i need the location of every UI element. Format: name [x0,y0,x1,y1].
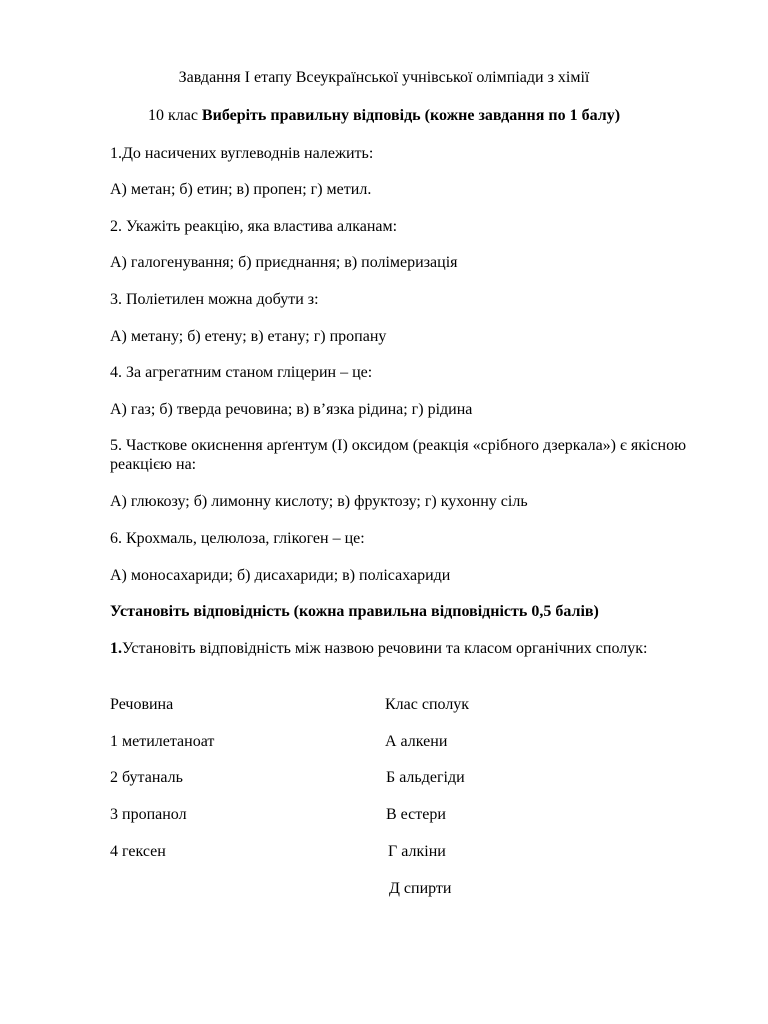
answer-options-5: А) глюкозу; б) лимонну кислоту; в) фруктозу; г) кухонну сіль [110,493,528,510]
question-6: 6. Крохмаль, целюлоза, глікоген – це: [110,530,365,547]
question-3: 3. Поліетилен можна добути з: [110,291,319,308]
document-title: Завдання І етапу Всеукраїнської учнівської олімпіади з хімії [178,69,590,86]
answer-options-6: А) моносахариди; б) дисахариди; в) полісахариди [110,567,451,584]
substance-item: 1 метилетаноат [110,733,215,750]
section1-title: Виберіть правильну відповідь (кожне завдання по 1 балу) [201,107,621,124]
grade-label: 10 клас [147,107,202,124]
substance-item: 3 пропанол [110,806,187,823]
column-header-substance: Речовина [110,696,174,713]
substance-item: 2 бутаналь [110,769,183,786]
class-item: Д спирти [389,880,452,897]
question-1: 1.До насичених вуглеводнів належить: [110,145,374,162]
answer-options-1: А) метан; б) етин; в) пропен; г) метил. [110,181,372,198]
question-5: 5. Часткове окиснення арґентум (I) оксидом (реакція «срібного дзеркала») є якісною реакцією на: [110,437,687,473]
matching-task-number: 1. [110,640,122,657]
section1-heading [0,106,768,125]
answer-options-4: А) газ; б) тверда речовина; в) в’язка рідина; г) рідина [110,401,473,418]
class-item: А алкени [385,733,448,750]
class-item: Б альдегіди [386,769,465,786]
column-header-class: Клас сполук [385,696,470,713]
class-item: Г алкіни [388,843,446,860]
answer-options-2: А) галогенування; б) приєднання; в) полімеризація [110,254,458,271]
matching-task [110,639,670,658]
class-item: В естери [386,806,446,823]
answer-options-3: А) метану; б) етену; в) етану; г) пропану [110,328,387,345]
matching-task-text: Установіть відповідність між назвою речовини та класом органічних сполук: [122,640,648,657]
question-2: 2. Укажіть реакцію, яка властива алканам: [110,218,398,235]
question-4: 4. За агрегатним станом гліцерин – це: [110,364,373,381]
section2-title: Установіть відповідність (кожна правильна відповідність 0,5 балів) [110,603,599,620]
substance-item: 4 гексен [110,843,166,860]
